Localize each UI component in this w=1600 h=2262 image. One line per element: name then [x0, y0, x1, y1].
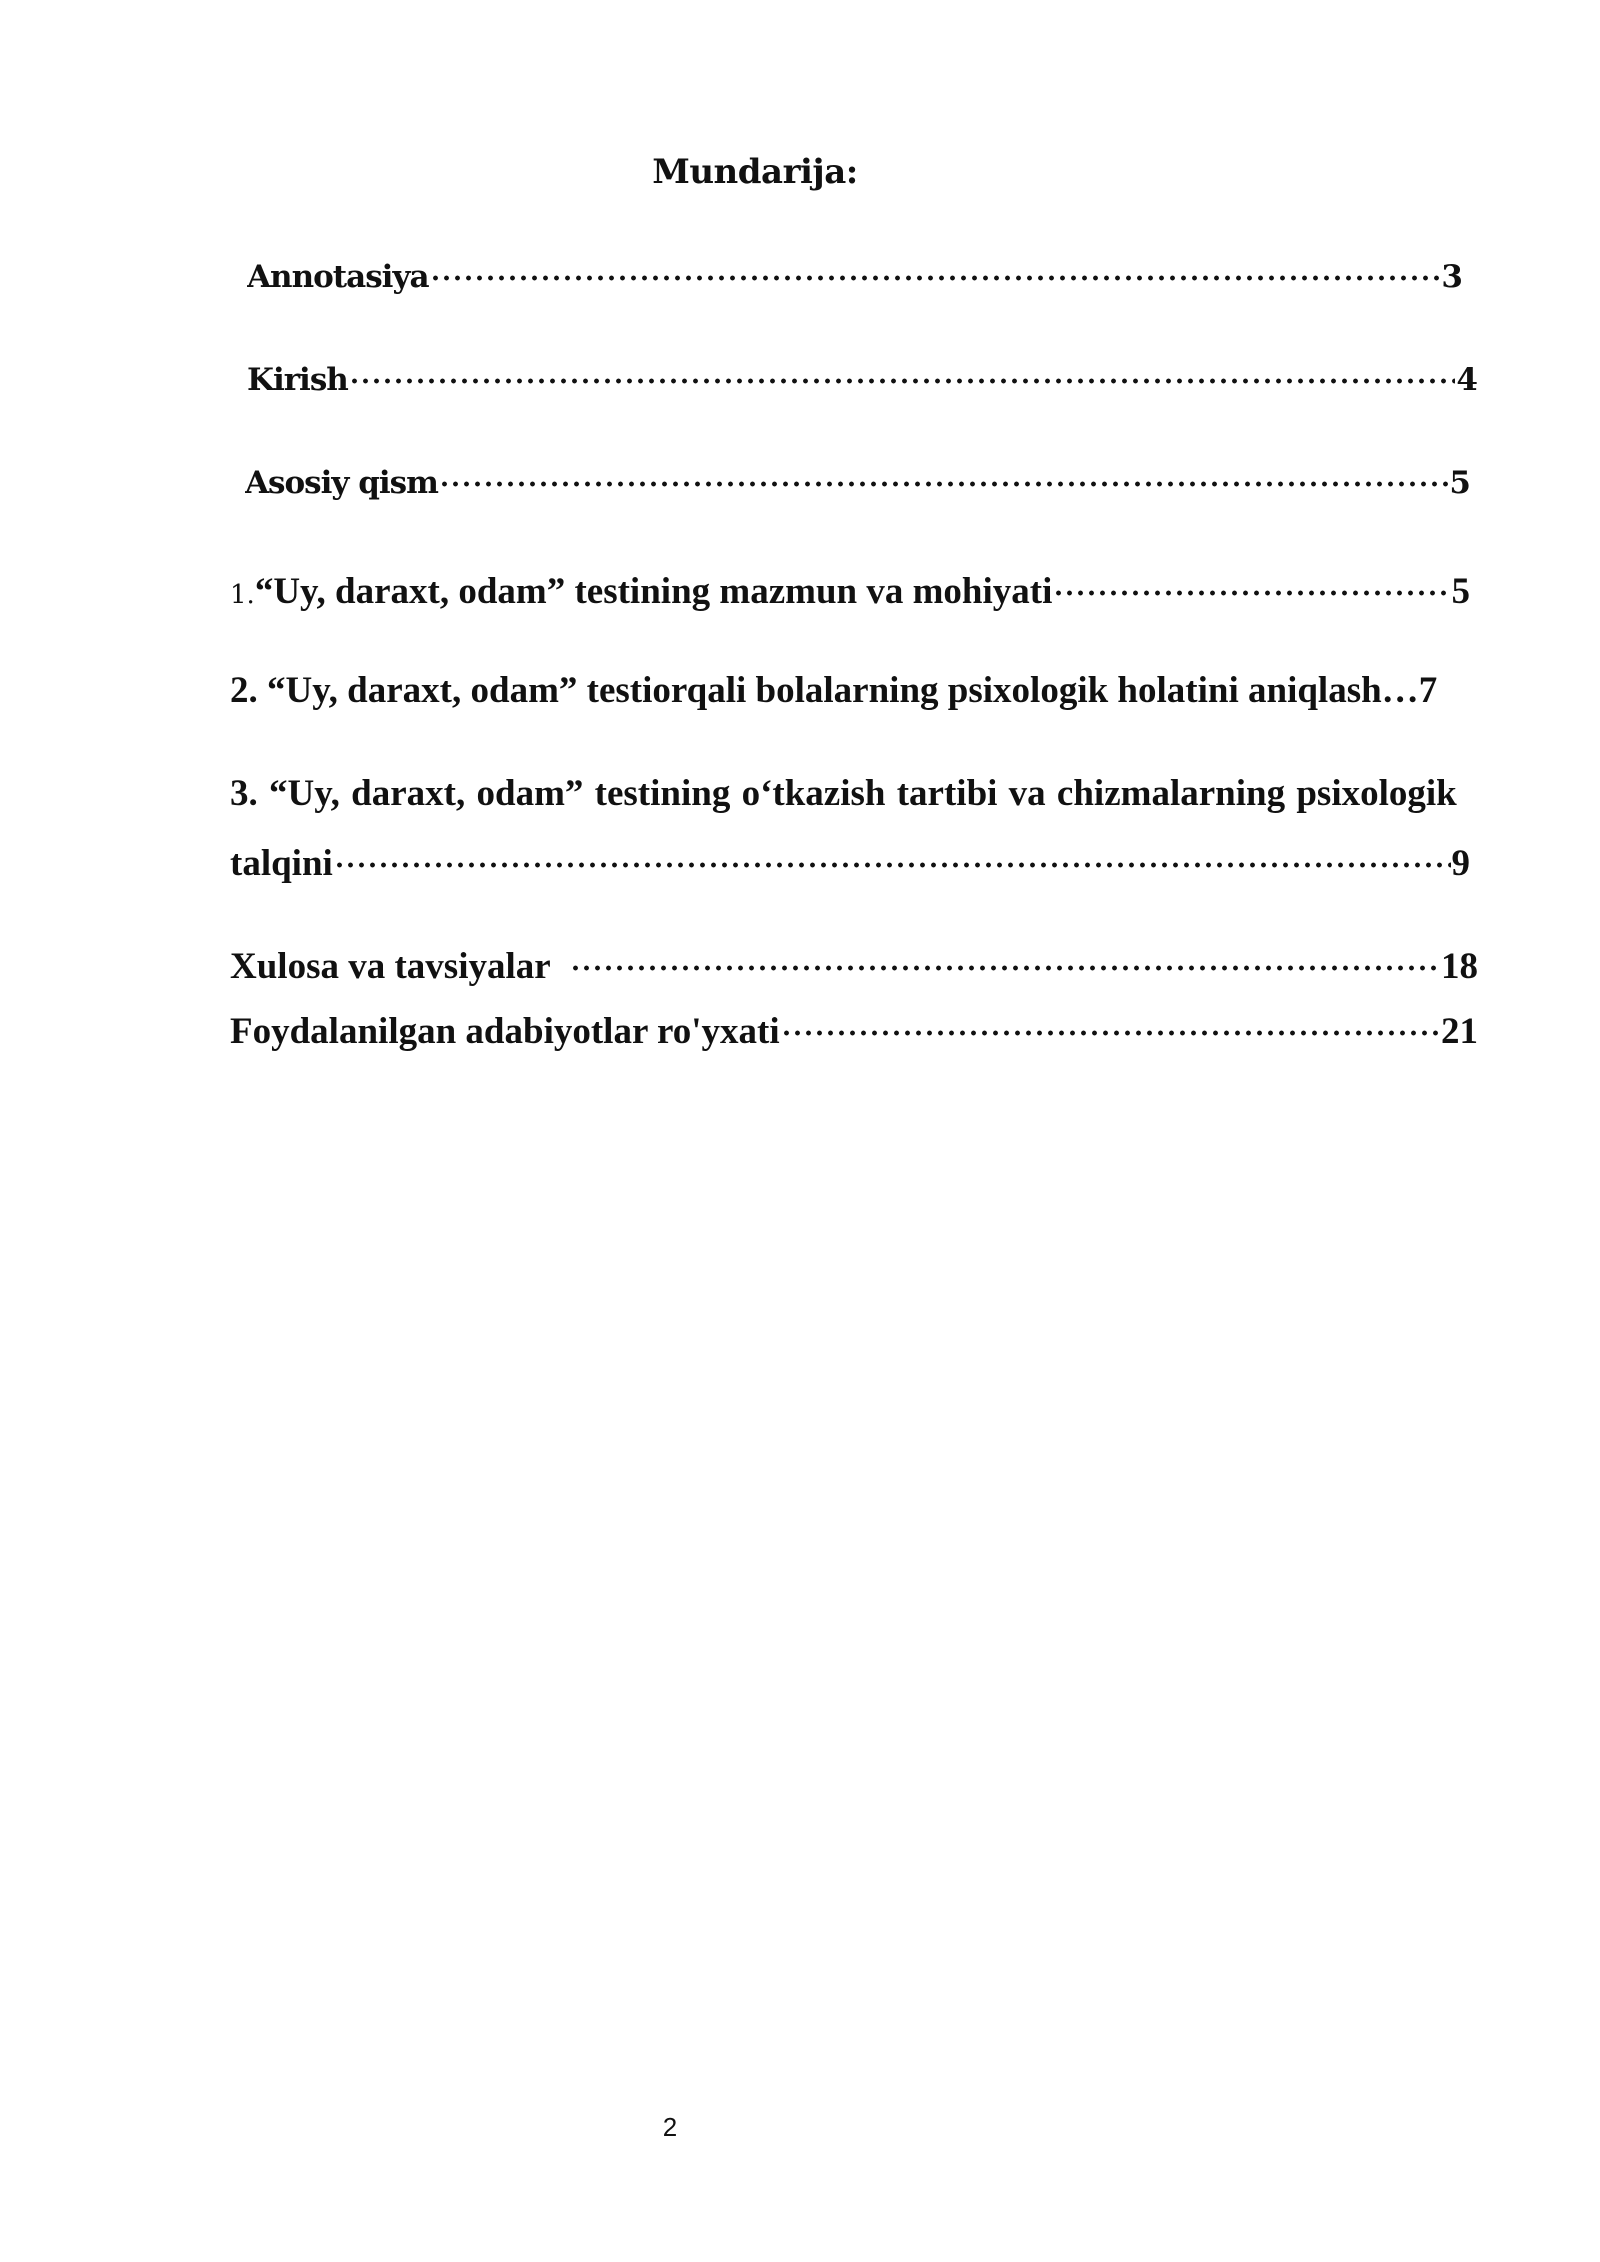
toc-entry-page: 3	[1441, 259, 1462, 295]
toc-entry-3-line1[interactable]: 3. “Uy, daraxt, odam” testining o‘tkazish tartibi va chizmalarning psixologik	[230, 773, 1457, 814]
toc-entry-label: 1.“Uy, daraxt, odam” testining mazmun va mohiyati	[230, 571, 1053, 612]
toc-entry-1[interactable]	[230, 566, 1470, 613]
toc-entry-2[interactable]	[230, 669, 1475, 712]
page-number: 2	[662, 2112, 678, 2142]
toc-entry-page: 5	[1451, 571, 1470, 612]
toc-entry-3-line2[interactable]	[230, 838, 1470, 885]
dot-leader	[334, 838, 1451, 875]
toc-entry-annotasiya[interactable]	[247, 256, 1462, 295]
toc-entry-kirish[interactable]	[247, 359, 1477, 398]
toc-title: Mundarija:	[652, 152, 858, 192]
toc-entry-asosiy-qism[interactable]	[245, 462, 1470, 501]
toc-entry-label: Xulosa va tavsiyalar	[230, 946, 551, 987]
toc-entry-label: Annotasiya	[247, 259, 429, 295]
toc-entry-label: Foydalanilgan adabiyotlar ro'yxati	[230, 1011, 780, 1052]
dot-leader	[570, 941, 1440, 978]
toc-entry-page: 18	[1441, 946, 1478, 987]
toc-entry-label: Asosiy qism	[245, 465, 438, 501]
dot-leader	[439, 462, 1449, 493]
toc-entry-page: 9	[1451, 843, 1470, 884]
toc-entry-xulosa[interactable]	[230, 941, 1478, 988]
toc-entry-label: Kirish	[247, 362, 348, 398]
toc-entry-label: 2. “Uy, daraxt, odam” testiorqali bolalarning psixologik holatini aniqlash…	[230, 670, 1419, 711]
toc-entry-page: 4	[1456, 362, 1477, 398]
toc-entry-page: 7	[1418, 670, 1438, 711]
toc-entry-page: 21	[1441, 1011, 1478, 1052]
toc-entry-label: talqini	[230, 843, 333, 884]
toc-entry-number: 1.	[230, 580, 255, 610]
dot-leader	[430, 256, 1441, 287]
toc-entry-adabiyotlar[interactable]	[230, 1006, 1478, 1053]
dot-leader	[1053, 566, 1450, 603]
dot-leader	[781, 1006, 1440, 1043]
toc-entry-page: 5	[1449, 465, 1470, 501]
dot-leader	[349, 359, 1456, 390]
